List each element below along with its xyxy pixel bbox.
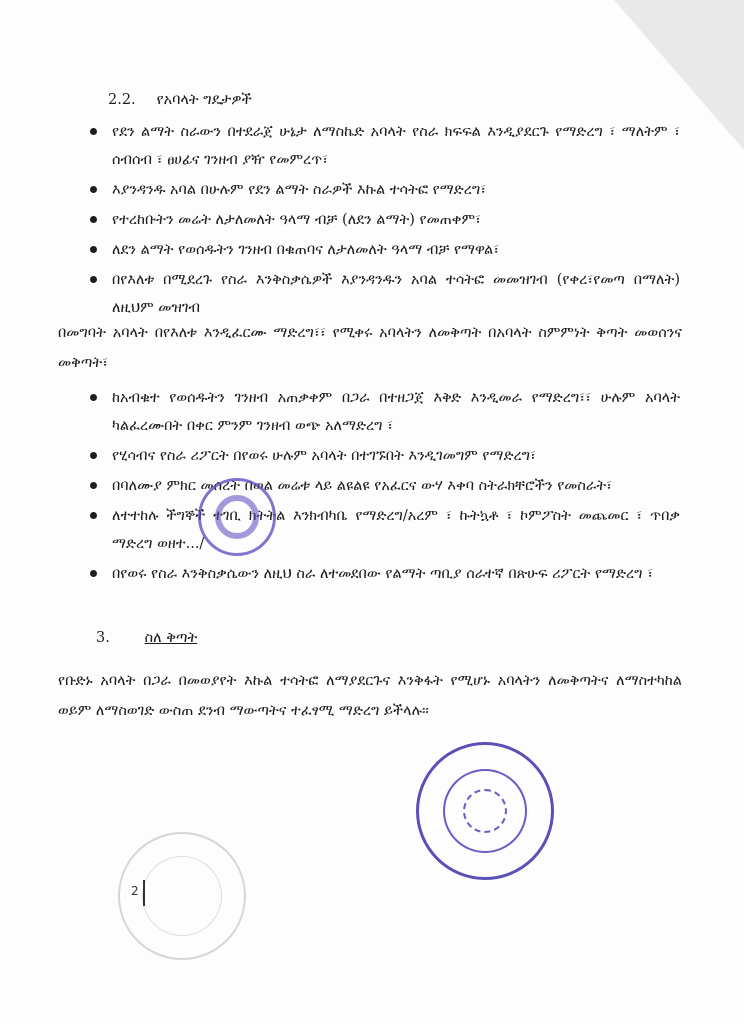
intro-paragraph: በመግባት አባላት በየእለቱ እንዲፈርሙ ማድረግ፣፣ የሚቀሩ አባላትን ለመቅጣት በአባላት ስምምነት ቅጣት መወሰንና መቅጣት፣ — [58, 325, 682, 371]
smudged-stamp — [198, 478, 276, 556]
bullet-icon — [90, 394, 97, 401]
list-item: በየእለቱ በሚደረጉ የስራ እንቅስቃሴዎች እያንዳንዱን አባል ተሳትፎ መመዝገብ (የቀረ፣የመጣ በማለት) ለዚህም መዝገብ — [112, 266, 680, 322]
penalty-paragraph: የቡድኑ አባላት በጋራ በመወያየት እኩል ተሳትፎ ለማያደርጉና እንቅፋት የሚሆኑ አባላትን ለመቅጣትና ለማስተካከል ወይም ለማስወገድ ውስጠ ደንብ ማውጣትና ተፈፃሚ ማድረግ ይችላሉ፡፡ — [58, 673, 682, 719]
bullet-icon — [90, 452, 97, 459]
list-item: ለደን ልማት የወሰዱትን ገንዘብ በቁጠባና ለታለመለት ዓላማ ብቻ የማዋል፣ — [112, 236, 680, 264]
section-3-number: 3. — [96, 630, 110, 646]
list-item: እያንዳንዱ አባል በሁሉም የደን ልማት ስራዎች እኩል ተሳትፎ የማድረግ፣ — [112, 176, 680, 204]
bullet-icon — [90, 570, 97, 577]
duties-list — [112, 118, 680, 324]
page-number: 2 — [131, 884, 139, 898]
bullet-icon — [90, 216, 97, 223]
section-3-heading — [96, 630, 197, 646]
list-item: በየወሩ የስራ እንቅስቃሴውን ለዚህ ስራ ለተመደበው የልማት ጣቢያ ሰራተኛ በጽሁፍ ሪፖርት የማድረግ ፣ — [112, 560, 680, 588]
more-duties-list — [112, 384, 680, 590]
list-item: በባለሙያ ምክር መሰረት በወል መሬቱ ላይ ልዩልዩ የአፈርና ውሃ እቀባ ስትራክቸሮችን የመስራት፣ — [112, 472, 680, 500]
section-2-2-heading — [108, 92, 252, 108]
list-item: የሂሳብና የስራ ሪፖርት በየወሩ ሁሉም አባላት በተገኙበት እንዲገመግም የማድረግ፣ — [112, 442, 680, 470]
official-stamp — [416, 742, 554, 880]
bullet-icon — [90, 512, 97, 519]
page-number-divider — [143, 880, 145, 906]
list-item: ለተተከሉ ችግኞች ተገቢ ክትትል እንክብካቤ የማድረግ/አረም ፣ ኩትኳቶ ፣ ኮምፖስት መጨመር ፣ ጥበቃ ማድረግ ወዘተ.../ — [112, 502, 680, 558]
list-item: የተረከቡትን መሬት ለታለመለት ዓላማ ብቻ (ለደን ልማት) የመጠቀም፣ — [112, 206, 680, 234]
list-item: ከአብቁተ የወሰዱትን ገንዘብ አጠቃቀም በጋራ በተዘጋጀ እቅድ እንዲመራ የማድረግ፣፣ ሁሉም አባላት ካልፈረሙበት በቀር ምንም ገንዘብ ወጭ አለማድረግ ፣ — [112, 384, 680, 440]
bullet-icon — [90, 128, 97, 135]
section-2-2-title: የአባላት ግዴታዎች — [156, 92, 252, 108]
list-item: የደን ልማት ስራውን በተደራጀ ሁኔታ ለማስኬድ አባላት የስራ ክፍፍል እንዲያደርጉ የማድረግ ፣ ማለትም ፣ ሰብሰብ ፣ ፀሀፊና ገንዘብ ያዥ የመምረጥ፣ — [112, 118, 680, 174]
section-2-2-number: 2.2. — [108, 92, 136, 108]
bullet-icon — [90, 246, 97, 253]
bullet-icon — [90, 482, 97, 489]
bullet-icon — [90, 186, 97, 193]
section-3-title: ስለ ቅጣት — [144, 630, 198, 646]
bullet-icon — [90, 276, 97, 283]
